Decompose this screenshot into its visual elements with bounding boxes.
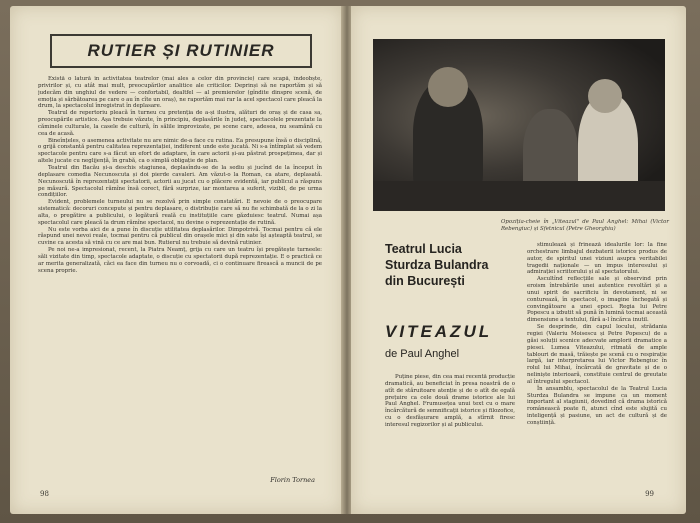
play-title: VITEAZUL	[385, 322, 493, 341]
review-paragraph: Se desprinde, din capul locului, strădania regiei (Valeriu Moisescu și Petre Popescu) de a găsi soluții scenice adecvate amplorii dramatice a piesei. Lumea Viteazului, ritmată de ample tablouri de masă, trăiește pe scenă cu o respirație largă, iar interpretarea lui Victor Rebengiuc în rolul lui Mihai, încărcată de gravitate și de o neliniște interioară, constituie centrul de greutate al întregului spectacol.	[527, 324, 667, 385]
left-paragraph: Pe noi ne-a impresionat, recent, la Piatra Neamț, grija cu care un teatru își pregătește turneele: săli vizitate din timp, spectacole adaptate, o discuție cu spectatorii după reprezentație. E o practică ce ar merita generalizată, căci ea face din turneu nu o corvoadă, ci o continuare firească a muncii de pe scena proprie.	[38, 247, 322, 274]
left-paragraph: Bineînțeles, o asemenea activitate nu are nimic de-a face cu rutina. Ea presupune însă o disciplină, o grijă constantă pentru calitatea reprezentației, indiferent unde este jucată. Ni s-a întîmplat să vedem spectacole pentru care s-a făcut un efort de adaptare, în care actorii și-au păstrat prospețimea, dar și altele jucate cu neglijență, în grabă, ca o simplă obligație de plan.	[38, 137, 322, 165]
photo-stage-floor	[373, 181, 665, 211]
review-paragraph: Puține piese, din cea mai recentă producție dramatică, au beneficiat în presa noastră de o atît de stăruitoare atenție și de o atît de egală prețuire ca cele două drame istorice ale lui Paul Anghel. Frumusețea unui text cu o mare încărcătură de semnificații istorice și filozofice, cu o desfășurare amplă, a stîrnit firesc interesul regizorilor și al publicului.	[385, 374, 515, 428]
review-column-a	[385, 374, 515, 509]
review-paragraph: În ansamblu, spectacolul de la Teatrul Lucia Sturdza Bulandra se impune ca un moment important al stagiunii, dovedind că drama istorică românească poate fi, atunci cînd este slujită cu inteligență și pasiune, un act de cultură și de conștiință.	[527, 385, 667, 426]
production-photo	[373, 39, 665, 211]
page-number-right: 99	[645, 490, 654, 498]
photo-caption: Opoziția-cheie în „Viteazul" de Paul Anghel: Mihai (Victor Rebengiuc) și Sfetnicul (Petre Gheorghiu)	[501, 219, 669, 232]
left-paragraph: Teatrul din Bacău și-a deschis stagiunea, deplasîndu-se de la sediu și jucînd de la început în deplasare comedia Necunoscuta și doi pierde cavaleri. Am văzut-o la Roman, ca atare, deplasată. Necunoscută în reprezentații spectatorii, actorii au jucat cu o plăcere evidentă, iar publicul a răspuns pe măsură. Spectacolul rămîne însă corect, fără surprize, iar montarea a suferit, vizibil, de pe urma condițiilor.	[38, 164, 322, 199]
photo-figure-left-head	[428, 67, 468, 107]
review-column-b	[527, 242, 667, 510]
play-author: de Paul Anghel	[385, 348, 460, 360]
review-paragraph: stimulează și frînează idealurile lor: la fine orchestrare limbajul dezbaterii istorice produs de autor, de spiritul unei viziuni asupra veritabilei tragedii naționale — un impus interesului și admirației scriitorului și al spectatorului.	[527, 242, 667, 276]
review-paragraph: Ascultînd reflecțiile sale și observind prin eroism întrebările unei autentice revoltări și a unui spirit de sacrificiu în devotament, ni se conturează, în spectacol, o imagine închegată și convingătoare a unei epoci. Regia lui Petre Popescu a izbutit să pună în lumină tocmai această dimensiune a textului, fără a-l încărca inutil.	[527, 276, 667, 324]
left-paragraph: Teatrul de repertoriu pleacă în turneu cu pretenția de a-și ilustra, alături de oraș și de casa sa, preocupările artistice. Așa trebuie văzute, în principiu, deplasările în județ, spectacolele prezentate la căminele culturale, la casele de cultură, în sălile improvizate, pe scene care, adesea, nu seamănă cu cea de acasă.	[38, 110, 322, 137]
left-page	[10, 6, 343, 514]
article-title-box	[50, 34, 312, 68]
left-article-column	[38, 76, 322, 476]
left-paragraph: Evident, problemele turneului nu se rezolvă prin simple constatări. E nevoie de o preocupare sistematică: decoruri concepute și pentru deplasare, o distribuție care să nu fie schimbată de la o zi la alta, o pregătire a publicului, o legătură reală cu instituțiile care găzduiesc teatrul. Numai așa spectacolul care pleacă la drum rămîne spectacol, nu devine o reprezentație de rutină.	[38, 199, 322, 226]
left-paragraph: Nu este vorba aici de a pune în discuție utilitatea deplasărilor. Dimpotrivă. Tocmai pentru că ele răspund unei nevoi reale, tocmai pentru că publicul din orașele mici și din sate își așteaptă teatrul, se cuvine ca acesta să vină cu ce are mai bun. Rutierul nu trebuie să devină rutinier.	[38, 226, 322, 247]
left-paragraph: Există o latură în activitatea teatrelor (mai ales a celor din provincie) care scapă, îndeobște, privirilor și, cu atât mai mult, preocupărilor analitice ale criticilor. Deprinși să ne raportăm și să judecăm din unghiul de vedere — confortabil, dealtfel — al premierelor (gîndite dinspre scenă, de emoția și sărbătoarea pe care o au în cîte un oraș), ne raportăm mai rar la acel spectacol care pleacă la drum, la spectacolul înregistrat în deplasare.	[38, 76, 322, 110]
theatre-name: Teatrul Lucia Sturdza Bulandra din București	[385, 242, 489, 288]
right-page	[351, 6, 686, 514]
page-number-left: 98	[40, 490, 49, 498]
author-signature: Florin Tornea	[270, 476, 315, 484]
photo-figure-right-head	[588, 79, 622, 113]
article-title: RUTIER ȘI RUTINIER	[87, 41, 275, 60]
